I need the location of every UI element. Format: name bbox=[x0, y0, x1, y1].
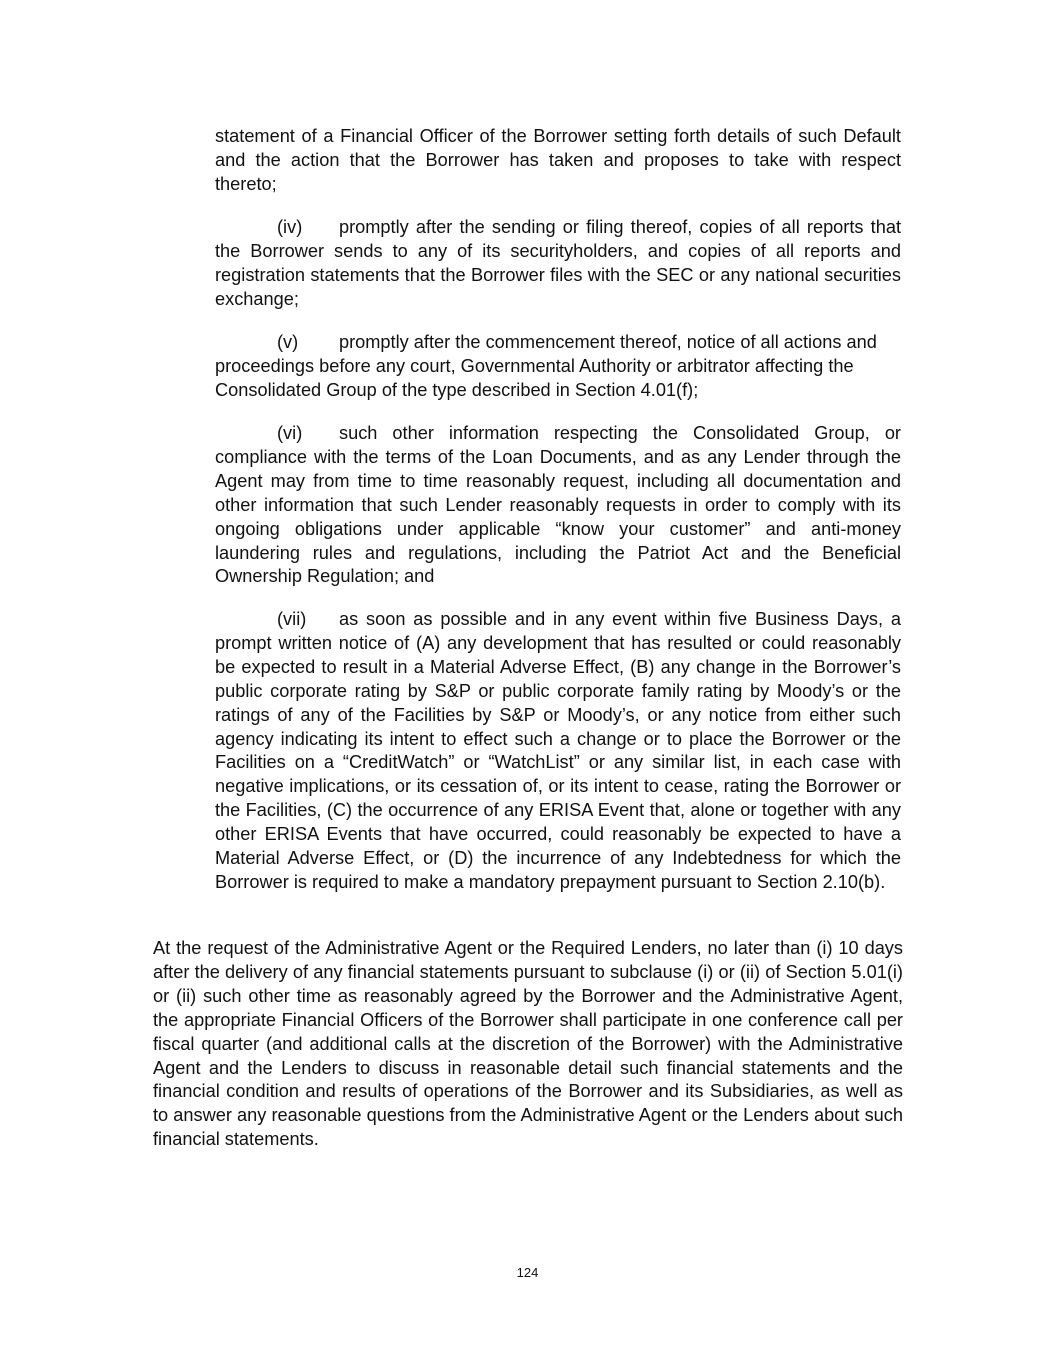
item-text: promptly after the commencement thereof, notice of all actions and proceedings before any court, Governmental Authority or arbitrator affecting the Consolidated Group of the type described in Section 4.01(f); bbox=[215, 332, 877, 400]
item-vii bbox=[215, 608, 901, 895]
item-number: (vi) bbox=[277, 423, 303, 443]
closing-paragraph: At the request of the Administrative Agent or the Required Lenders, no later than (i) 10 days after the delivery of any financial statements pursuant to subclause (i) or (ii) of Section 5.01(i) or (ii) such other time as reasonably agreed by the Borrower and the Administrative Agent, the appropriate Financial Officers of the Borrower shall participate in one conference call per fiscal quarter (and additional calls at the discretion of the Borrower) with the Administrative Agent and the Lenders to discuss in reasonable detail such financial statements and the financial condition and results of operations of the Borrower and its Subsidiaries, as well as to answer any reasonable questions from the Administrative Agent or the Lenders about such financial statements. bbox=[153, 938, 903, 1150]
item-iv bbox=[215, 216, 901, 312]
continuation-paragraph: statement of a Financial Officer of the Borrower setting forth details of such Default and the action that the Borrower has taken and proposes to take with respect thereto; bbox=[215, 126, 901, 194]
item-text: promptly after the sending or filing thereof, copies of all reports that the Borrower sends to any of its securityholders, and copies of all reports and registration statements that the Borrower files with the SEC or any national securities exchange; bbox=[215, 217, 901, 309]
item-number: (iv) bbox=[277, 217, 303, 237]
item-text: such other information respecting the Consolidated Group, or compliance with the terms of the Loan Documents, and as any Lender through the Agent may from time to time reasonably request, including all documentation and other information that such Lender reasonably requests in order to comply with its ongoing obligations under applicable “know your customer” and anti-money laundering rules and regulations, including the Patriot Act and the Beneficial Ownership Regulation; and bbox=[215, 423, 901, 587]
item-text: as soon as possible and in any event within five Business Days, a prompt written notice of (A) any development that has resulted or could reasonably be expected to result in a Material Adverse Effect, (B) any change in the Borrower’s public corporate rating by S&P or public corporate family rating by Moody’s or the ratings of any of the Facilities by S&P or Moody’s, or any notice from either such agency indicating its intent to effect such a change or to place the Borrower or the Facilities on a “CreditWatch” or “WatchList” or any similar list, in each case with negative implications, or its cessation of, or its intent to cease, rating the Borrower or the Facilities, (C) the occurrence of any ERISA Event that, alone or together with any other ERISA Events that have occurred, could reasonably be expected to have a Material Adverse Effect, or (D) the incurrence of any Indebtedness for which the Borrower is required to make a mandatory prepayment pursuant to Section 2.10(b). bbox=[215, 609, 901, 892]
item-number: (v) bbox=[277, 332, 299, 352]
item-v bbox=[215, 331, 895, 403]
page-number: 124 bbox=[516, 1265, 539, 1280]
item-vi bbox=[215, 422, 901, 589]
item-number: (vii) bbox=[277, 609, 307, 629]
